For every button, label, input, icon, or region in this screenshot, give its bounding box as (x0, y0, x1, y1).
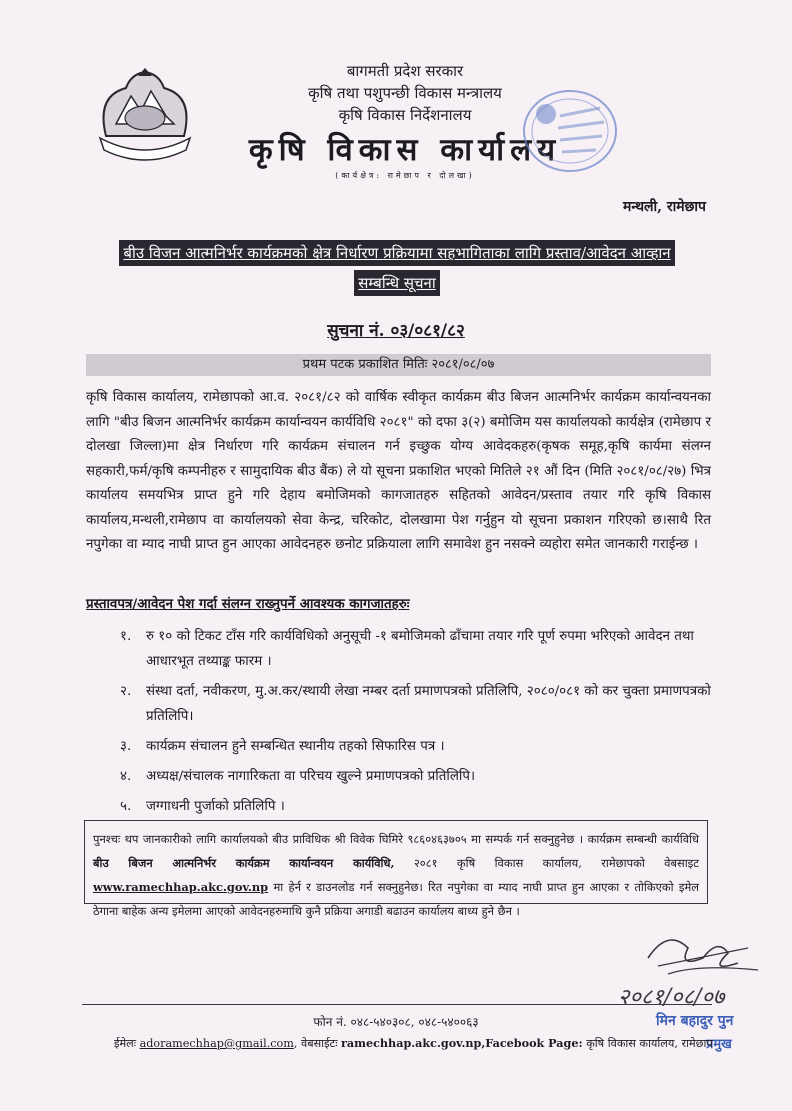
notice-subject (82, 240, 712, 296)
requirements-list (120, 624, 712, 824)
office-stamp-icon (520, 86, 620, 176)
signature-date: २०८१/०८/०७ (618, 985, 725, 1010)
ministry-name: कृषि तथा पशुपन्छी विकास मन्त्रालय (308, 84, 502, 102)
footer-website-link[interactable]: ramechhap.akc.gov.np (341, 1036, 482, 1050)
list-item: ५. जग्गाधनी पुर्जाको प्रतिलिपि । (120, 799, 285, 814)
subject-line-1: बीउ विजन आत्मनिर्भर कार्यक्रमको क्षेत्र निर्धारण प्रक्रियामा सहभागिताका लागि प्रस्ताव/आवेदन आव्हान (119, 240, 674, 266)
list-item: ३. कार्यक्रम संचालन हुने सम्बन्धित स्थानीय तहको सिफारिस पत्र । (120, 739, 445, 754)
signatory-name: मिन बहादुर पुन (656, 1013, 734, 1029)
list-item: २. संस्था दर्ता, नवीकरण, मु.अ.कर/स्थायी लेखा नम्बर दर्ता प्रमाणपत्रको प्रतिलिपि, २०८०/०८१ को कर चुक्ता प्रमाणपत्रको प्रतिलिपि। (120, 684, 711, 724)
postscript-note: पुनश्चः थप जानकारीको लागि कार्यालयको बीउ प्राविधिक श्री विवेक घिमिरे ९८६०४६३७०५ मा सम्पर्क गर्न सक्नुहुनेछ । कार्यक्रम सम्बन्धी कार्यविधि बीउ बिजन आत्मनिर्भर कार्यक्रम कार्यान्वयन कार्यविधि, २०८१ कृषि विकास कार्यालय, रामेछापको वेबसाइट www.ramechhap.akc.gov.np मा हेर्न र डाउनलोड गर्न सक्नुहुनेछ। रित नपुगेका वा म्याद नाघी प्राप्त हुन आएका र तोकिएको इमेल ठेगाना बाहेक अन्य इमेलमा आएको आवेदनहरुमाथि कुनै प्रक्रिया अगाडी बढाउन कार्यालय बाध्य हुने छैन । (84, 820, 708, 904)
footer-divider (82, 1004, 712, 1005)
office-name: कृषि विकास कार्यालय (248, 132, 562, 168)
email-link[interactable]: adoramechhap@gmail.com (139, 1037, 294, 1050)
list-item: ४. अध्यक्ष/संचालक नागारिकता वा परिचय खुल्ने प्रमाणपत्रको प्रतिलिपि। (120, 769, 476, 784)
facebook-page-name: कृषि विकास कार्यालय, रामेछाप (586, 1037, 713, 1050)
government-name: बागमती प्रदेश सरकार (346, 62, 464, 80)
notice-body: कृषि विकास कार्यालय, रामेछापको आ.व. २०८१/८२ को वार्षिक स्वीकृत कार्यक्रम बीउ बिजन आत्मनिर्भर कार्यक्रम कार्यान्वयनका लागि "बीउ बिजन आत्मनिर्भर कार्यक्रम कार्यान्वयन कार्यविधि २०८१" को दफा ३(२) बमोजिम यस कार्यालयको कार्यक्षेत्र (रामेछाप र दोलखा जिल्ला)मा क्षेत्र निर्धारण गरि कार्यक्रम संचालन गर्न इच्छुक योग्य आवेदकहरु(कृषक समूह,कृषि कार्यमा संलग्न सहकारी,फर्म/कृषि कम्पनीहरु र सामुदायिक बीउ बैंक) ले यो सूचना प्रकाशित भएको मितिले २१ औं दिन (मिति २०८१/०८/२७) भित्र कार्यालय समयभित्र प्राप्त हुने गरि देहाय बमोजिमको कागजातहरु सहितको आवेदन/प्रस्ताव तयार गरि कृषि विकास कार्यालय,मन्थली,रामेछाप वा कार्यालयको सेवा केन्द्र, चरिकोट, दोलखामा पेश गर्नुहुन यो सूचना प्रकाशन गरिएको छ।साथै रित नपुगेका वा म्याद नाघी प्राप्त हुन आएका आवेदनहरु छनोट प्रक्रियाला लागि समावेश हुन नसक्ने व्यहोरा समेत जानकारी गराईन्छ । (86, 390, 711, 552)
directorate-name: कृषि विकास निर्देशनालय (338, 106, 472, 124)
office-location: मन्थली, रामेछाप (622, 199, 706, 215)
subject-line-2: सम्बन्धि सूचना (354, 270, 440, 296)
nepal-emblem-icon (86, 66, 204, 166)
publish-date: प्रथम पटक प्रकाशित मितिः २०८१/०८/०७ (86, 354, 711, 376)
footer-contact: ईमेलः adoramechhap@gmail.com, वेबसाईटः ramechhap.akc.gov.np,Facebook Page: कृषि विकास कार्यालय, रामेछाप (114, 1036, 713, 1050)
handwritten-signature-icon (608, 918, 778, 1018)
footer-phone: फोन नं. ०४८-५४०३०८, ०४८-५४००६३ (313, 1015, 479, 1029)
website-link[interactable]: www.ramechhap.akc.gov.np (93, 880, 269, 894)
office-jurisdiction: (कार्यक्षेत्र: रामेछाप र दोलखा) (335, 171, 475, 180)
notice-number: सुचना नं. ०३/०८१/८२ (327, 321, 465, 341)
list-item: १. रु १० को टिकट टाँस गरि कार्यविधिको अनुसूची -१ बमोजिमको ढाँचामा तयार गरि पूर्ण रुपमा भरिएको आवेदन तथा आधारभूत तथ्याङ्क फारम । (120, 629, 694, 669)
requirements-heading: प्रस्तावपत्र/आवेदन पेश गर्दा संलग्न राख्नुपर्ने आवश्यक कागजातहरुः (86, 596, 410, 612)
guideline-name: बीउ बिजन आत्मनिर्भर कार्यक्रम कार्यान्वयन कार्यविधि, (93, 856, 395, 870)
signatory-title: प्रमुख (706, 1037, 732, 1052)
